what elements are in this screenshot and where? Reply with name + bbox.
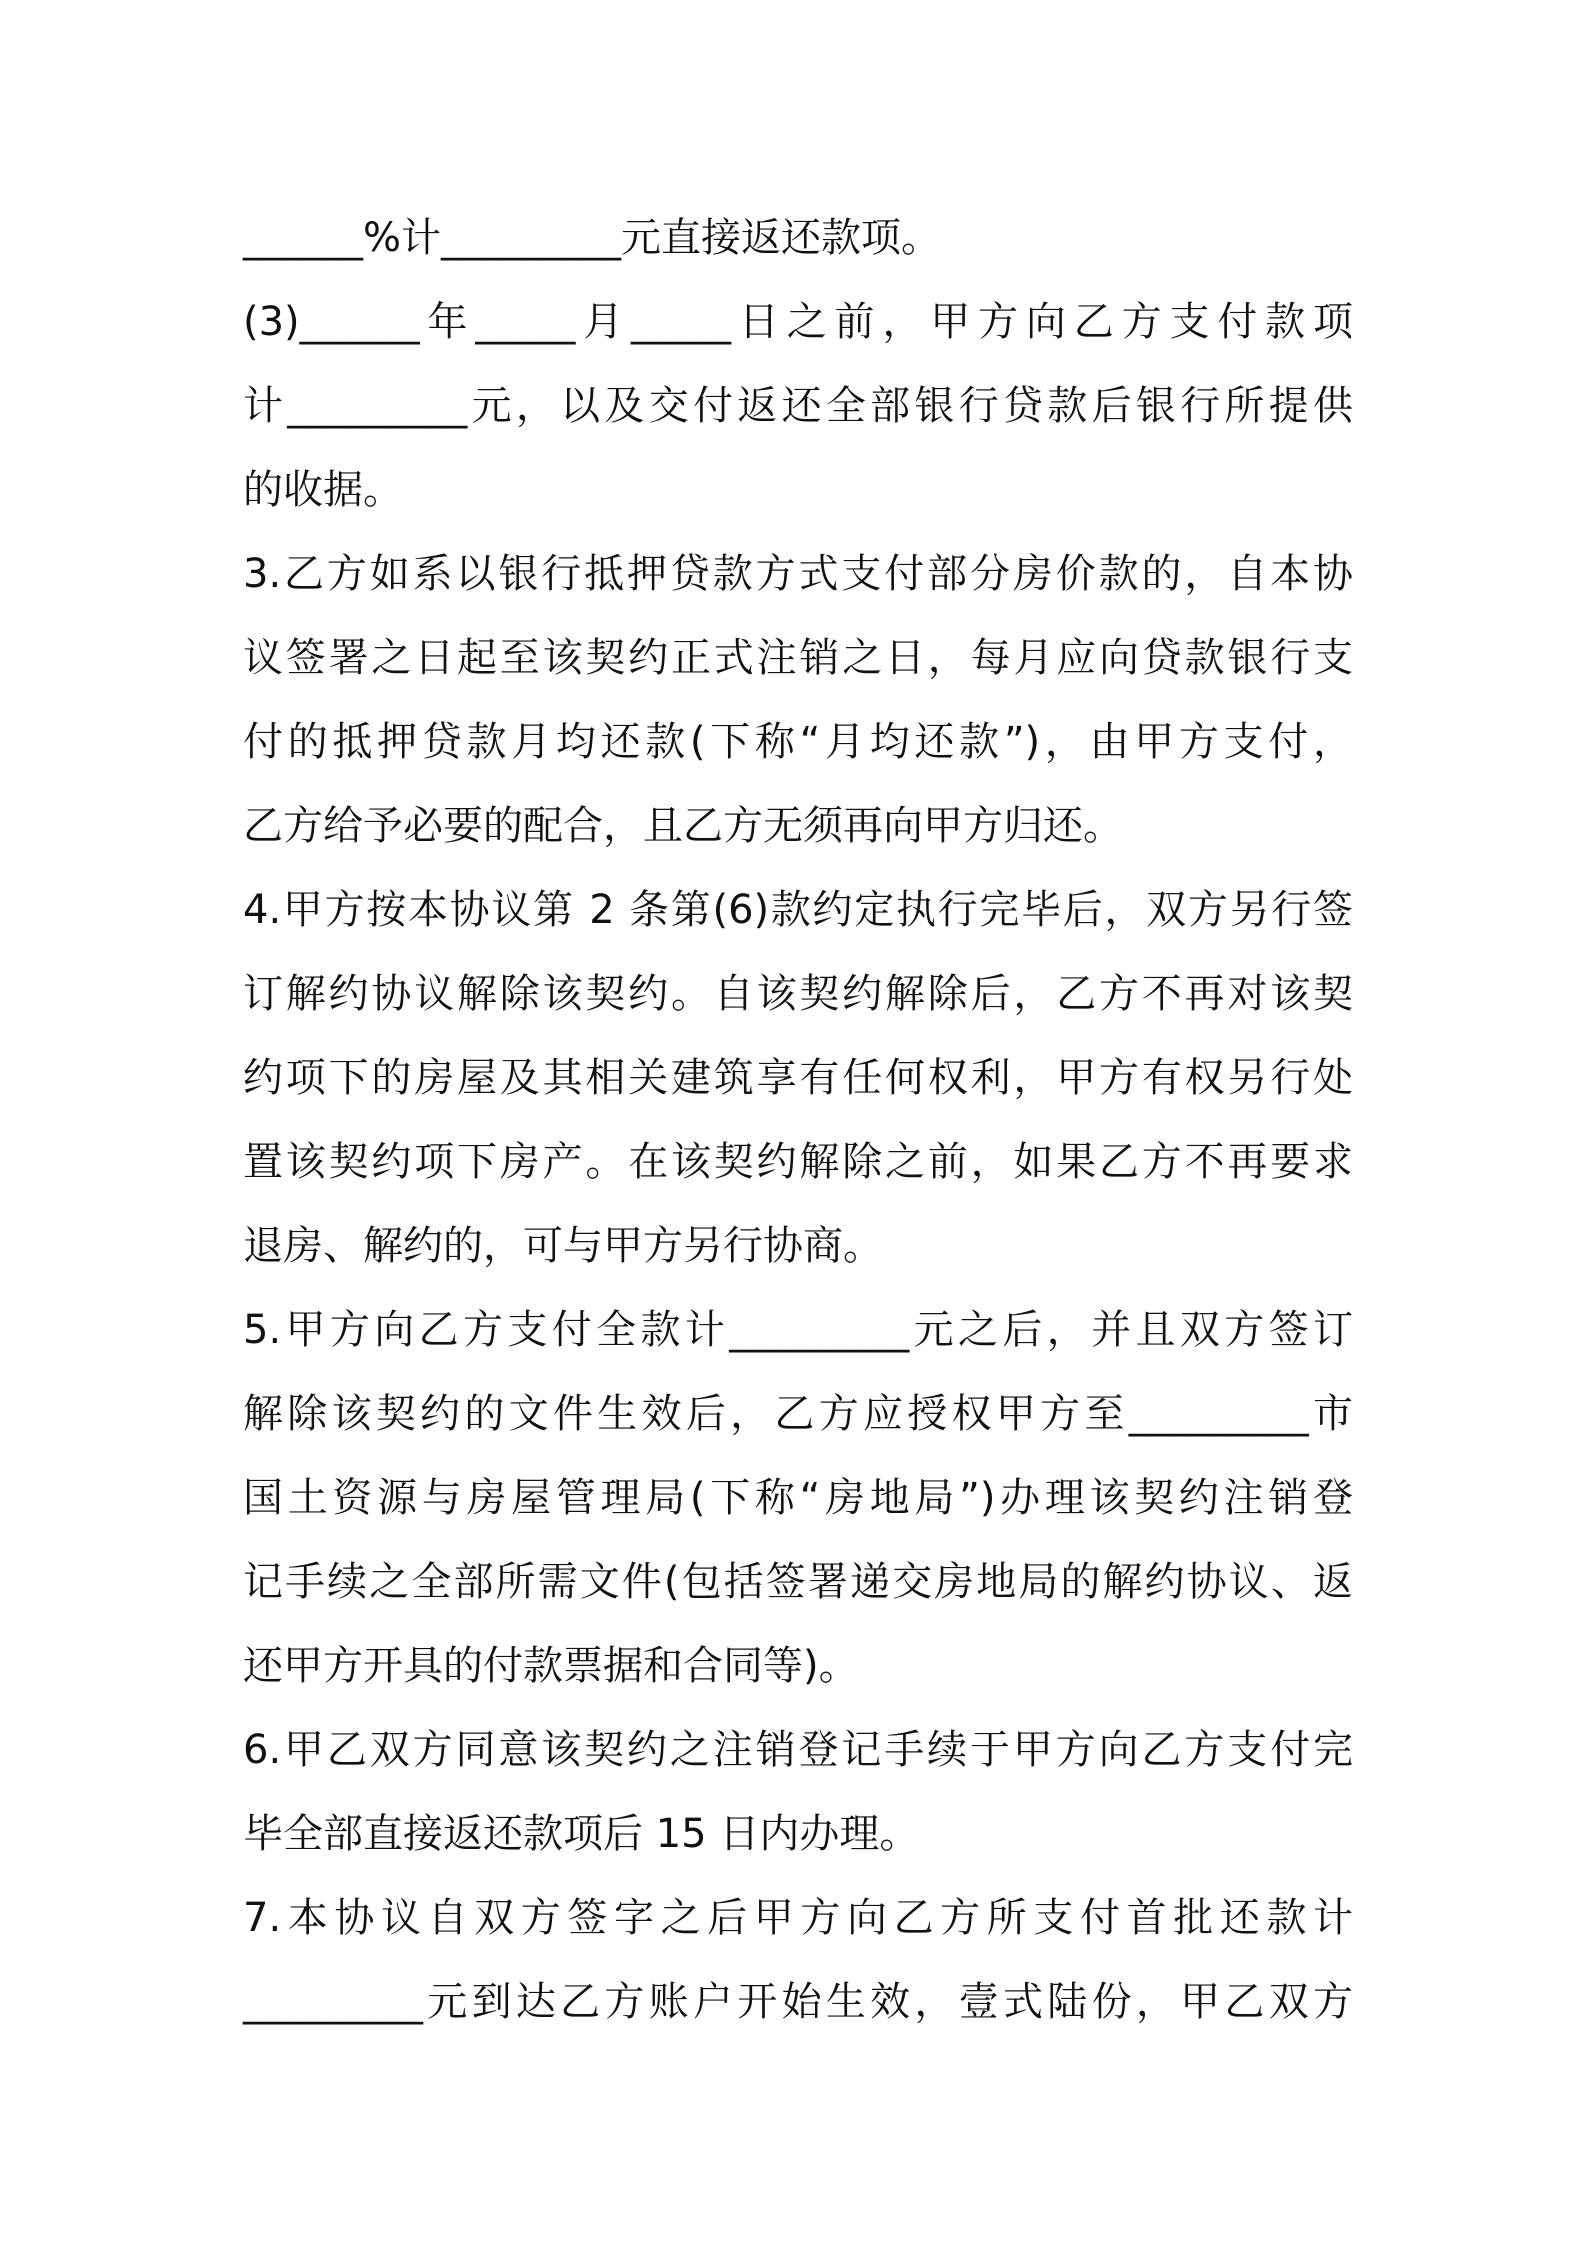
text-line-13: 退房、解约的，可与甲方另行协商。 — [243, 1223, 883, 1269]
text-line-7: 付的抵押贷款月均还款(下称“月均还款”)，由甲方支付， — [243, 719, 1353, 765]
text-line-6: 议签署之日起至该契约正式注销之日，每月应向贷款银行支 — [243, 635, 1353, 681]
text-line-8: 乙方给予必要的配合，且乙方无须再向甲方归还。 — [243, 803, 1123, 849]
text-line-1: ______%计_________元直接返还款项。 — [243, 215, 942, 261]
text-line-21: 7.本协议自双方签字之后甲方向乙方所支付首批还款计 — [243, 1895, 1353, 1941]
text-line-12: 置该契约项下房产。在该契约解除之前，如果乙方不再要求 — [243, 1139, 1353, 1185]
text-line-5: 3.乙方如系以银行抵押贷款方式支付部分房价款的，自本协 — [243, 551, 1353, 597]
text-line-10: 订解约协议解除该契约。自该契约解除后，乙方不再对该契 — [243, 971, 1353, 1017]
text-line-20: 毕全部直接返还款项后 15 日内办理。 — [243, 1811, 920, 1857]
text-line-19: 6.甲乙双方同意该契约之注销登记手续于甲方向乙方支付完 — [243, 1727, 1353, 1773]
text-line-15: 解除该契约的文件生效后，乙方应授权甲方至_________市 — [243, 1391, 1353, 1437]
text-line-17: 记手续之全部所需文件(包括签署递交房地局的解约协议、返 — [243, 1559, 1353, 1605]
text-line-18: 还甲方开具的付款票据和合同等)。 — [243, 1643, 859, 1689]
text-line-11: 约项下的房屋及其相关建筑享有任何权利，甲方有权另行处 — [243, 1055, 1353, 1101]
text-line-3: 计_________元，以及交付返还全部银行贷款后银行所提供 — [243, 383, 1353, 429]
text-line-2: (3)______年_____月_____日之前，甲方向乙方支付款项 — [243, 299, 1353, 345]
text-line-16: 国土资源与房屋管理局(下称“房地局”)办理该契约注销登 — [243, 1475, 1353, 1521]
text-line-14: 5.甲方向乙方支付全款计_________元之后，并且双方签订 — [243, 1307, 1353, 1353]
text-line-9: 4.甲方按本协议第 2 条第(6)款约定执行完毕后，双方另行签 — [243, 887, 1353, 933]
text-line-22: _________元到达乙方账户开始生效，壹式陆份，甲乙双方 — [243, 1979, 1353, 2025]
agreement-text-body — [243, 196, 1353, 2044]
text-line-4: 的收据。 — [243, 467, 403, 513]
